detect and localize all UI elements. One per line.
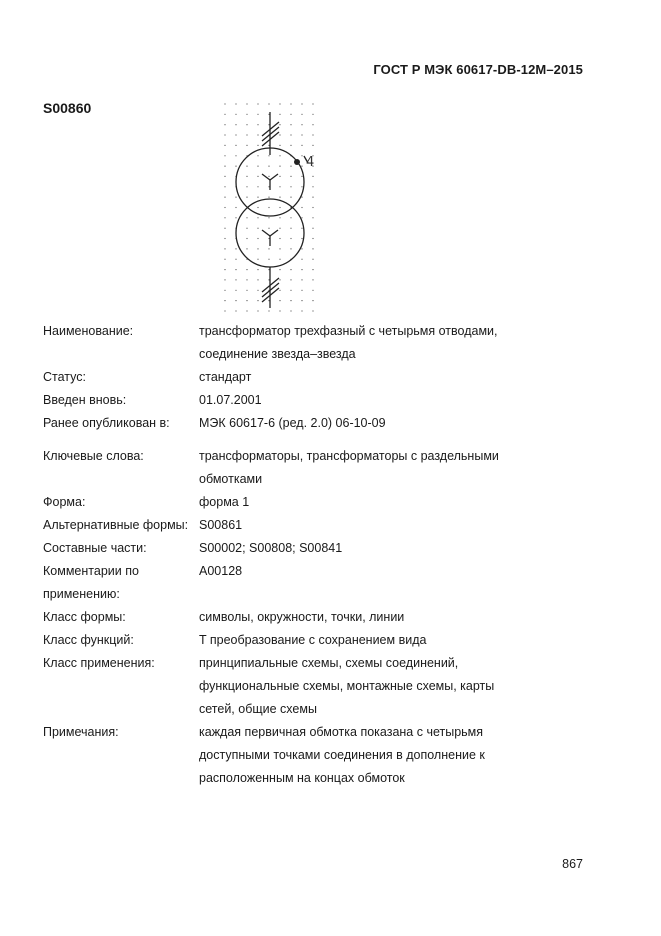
attribute-label: Ранее опубликован в: [43,416,170,430]
attribute-value-line: расположенным на концах обмоток [199,771,405,785]
grid-dot [290,310,291,311]
grid-dot [290,228,291,229]
grid-dot [235,300,236,301]
attribute-label: Альтернативные формы: [43,518,189,532]
grid-dot [268,207,269,208]
grid-dot [301,217,302,218]
attribute-row [43,366,603,389]
grid-dot [257,238,258,239]
grid-dot [224,114,225,115]
attribute-row [43,320,603,366]
grid-dot [246,145,247,146]
grid-dot [290,197,291,198]
attribute-value [199,320,603,366]
grid-dot [257,134,258,135]
grid-dot [224,290,225,291]
grid-dot [301,166,302,167]
attribute-value-line: форма 1 [199,495,250,509]
grid-dot [257,166,258,167]
grid-dot [246,114,247,115]
grid-dot [257,186,258,187]
attribute-value-line: соединение звезда–звезда [199,347,356,361]
attribute-value-line: символы, окружности, точки, линии [199,610,405,624]
grid-dot [301,155,302,156]
grid-dot [301,310,302,311]
secondary-star-icon [262,230,278,246]
grid-dot [246,134,247,135]
grid-dot [312,207,313,208]
grid-dot [235,114,236,115]
grid-dot [235,279,236,280]
grid-dot [301,114,302,115]
grid-dot [224,186,225,187]
grid-dot [224,269,225,270]
grid-dot [301,207,302,208]
grid-dot [257,290,258,291]
grid-dot [301,103,302,104]
grid-dot [268,103,269,104]
tap-terminal-dot [294,159,300,165]
attribute-label: Наименование: [43,324,134,338]
attribute-row [43,537,603,560]
grid-dot [312,269,313,270]
attribute-row [43,560,603,606]
grid-dot [312,186,313,187]
attribute-row [43,629,603,652]
grid-dot [257,207,258,208]
grid-dot [246,186,247,187]
grid-dot [312,145,313,146]
grid-dot [268,197,269,198]
grid-dot [290,269,291,270]
grid-dot [290,248,291,249]
attribute-label: Форма: [43,495,86,509]
attribute-value [199,389,603,412]
attribute-value-line: трансформаторы, трансформаторы с раздельными [199,449,499,463]
attribute-value-line: T преобразование с сохранением вида [199,633,427,647]
grid-dot [279,197,280,198]
transformer-symbol-figure [218,100,328,315]
secondary-winding-circle [236,199,304,267]
grid-dot [246,300,247,301]
attribute-row [43,445,603,491]
grid-dot [224,145,225,146]
grid-dot [279,155,280,156]
grid-dot [290,217,291,218]
grid-dot [290,238,291,239]
grid-dot [279,238,280,239]
grid-dot [301,186,302,187]
grid-dot [279,217,280,218]
grid-dot [312,124,313,125]
grid-dot [268,176,269,177]
attribute-label: Комментарии по применению: [43,564,139,601]
grid-dot [235,269,236,270]
grid-dot [312,197,313,198]
grid-dot [301,176,302,177]
grid-dot [290,290,291,291]
tap-terminal-label: 4 [306,155,315,170]
grid-dot [279,269,280,270]
attribute-value [199,412,603,435]
grid-dot [257,103,258,104]
grid-dot [290,300,291,301]
grid-dot [246,166,247,167]
grid-dot [224,238,225,239]
symbol-code: S00860 [43,100,92,116]
attribute-value-line: A00128 [199,564,243,578]
grid-dot [312,290,313,291]
attribute-label: Класс формы: [43,610,126,624]
grid-dot [257,310,258,311]
grid-dot [224,279,225,280]
attribute-value-line: сетей, общие схемы [199,702,317,716]
grid-dot [290,114,291,115]
grid-dot [246,290,247,291]
grid-dot [312,217,313,218]
grid-dot [312,248,313,249]
grid-dot [235,207,236,208]
grid-dot [224,310,225,311]
grid-dot [312,238,313,239]
grid-dot [279,290,280,291]
grid-dot [235,124,236,125]
grid-dot [301,269,302,270]
attribute-row [43,606,603,629]
grid-dot [301,259,302,260]
attribute-value-line: доступными точками соединения в дополнение к [199,748,485,762]
grid-dot [246,310,247,311]
attribute-value [199,560,603,606]
grid-dot [268,310,269,311]
attribute-row [43,412,603,435]
grid-dot [257,248,258,249]
attribute-label: Введен вновь: [43,393,127,407]
grid-dot [257,228,258,229]
grid-dot [268,217,269,218]
grid-dot [279,228,280,229]
grid-dot [290,103,291,104]
grid-dot [257,145,258,146]
grid-dot [279,259,280,260]
grid-dot [268,155,269,156]
grid-dot [257,155,258,156]
grid-dot [312,300,313,301]
attribute-label: Ключевые слова: [43,449,144,463]
grid-dot [301,124,302,125]
grid-dot [235,217,236,218]
attribute-value [199,491,603,514]
grid-dot [268,259,269,260]
grid-dot [224,300,225,301]
grid-dot [301,228,302,229]
grid-dot [224,134,225,135]
attribute-label: Класс применения: [43,656,155,670]
grid-dot [246,279,247,280]
attribute-value-line: принципиальные схемы, схемы соединений, [199,656,459,670]
attribute-value-line: МЭК 60617-6 (ред. 2.0) 06-10-09 [199,416,386,430]
grid-dot [312,259,313,260]
grid-dot [246,103,247,104]
attribute-value-line: каждая первичная обмотка показана с четырьмя [199,725,484,739]
grid-dot [246,228,247,229]
grid-dot [301,300,302,301]
standard-designation: ГОСТ Р МЭК 60617-DB-12M–2015 [373,62,583,77]
attribute-row [43,514,603,537]
grid-dot [290,166,291,167]
grid-dot [246,217,247,218]
grid-dot [224,228,225,229]
grid-dot [257,269,258,270]
grid-dot [224,176,225,177]
grid-dot [312,279,313,280]
attribute-value [199,629,603,652]
grid-dot [235,134,236,135]
grid-dot [224,207,225,208]
primary-star-icon [262,174,278,190]
grid-dot [290,176,291,177]
attribute-value [199,606,603,629]
grid-dot [246,238,247,239]
attribute-value-line: стандарт [199,370,252,384]
transformer-symbol-drawing [218,100,328,315]
grid-dot [224,155,225,156]
grid-dot [279,176,280,177]
grid-dot [301,145,302,146]
grid-dot [224,248,225,249]
grid-dot [312,114,313,115]
attribute-row [43,721,603,790]
grid-dot [279,207,280,208]
grid-dot [257,300,258,301]
grid-dot [279,310,280,311]
grid-dot [290,186,291,187]
attribute-value-line: S00002; S00808; S00841 [199,541,343,555]
attribute-label: Класс функций: [43,633,134,647]
grid-dot [312,228,313,229]
grid-dot [301,248,302,249]
grid-dot [268,166,269,167]
grid-dot [235,166,236,167]
grid-dot [224,166,225,167]
grid-dot [279,279,280,280]
grid-dot [301,197,302,198]
grid-dot [279,248,280,249]
grid-dot [301,134,302,135]
attribute-label: Статус: [43,370,86,384]
grid-dot [257,114,258,115]
grid-dot [279,103,280,104]
grid-dot [290,134,291,135]
grid-dot [257,197,258,198]
attribute-value-line: 01.07.2001 [199,393,262,407]
grid-dot [279,300,280,301]
grid-dot [290,124,291,125]
attribute-value [199,721,603,790]
grid-dot [290,279,291,280]
grid-dot [224,197,225,198]
grid-dot [235,197,236,198]
attribute-value-line: трансформатор трехфазный с четырьмя отводами, [199,324,498,338]
grid-dot [257,176,258,177]
grid-dot [279,145,280,146]
grid-dot [235,310,236,311]
grid-dot [246,269,247,270]
grid-dot [301,279,302,280]
grid-dot [224,103,225,104]
grid-dot [246,248,247,249]
attribute-value-line: S00861 [199,518,243,532]
grid-dot [279,114,280,115]
grid-dot [279,134,280,135]
grid-dot [279,166,280,167]
grid-dot [224,259,225,260]
grid-dot [235,248,236,249]
grid-dot [246,124,247,125]
grid-dot [235,145,236,146]
attribute-row [43,389,603,412]
attribute-value [199,445,603,491]
grid-dot [312,134,313,135]
grid-dot [224,124,225,125]
attribute-value [199,537,603,560]
grid-dot [235,155,236,156]
attribute-list [43,320,603,790]
grid-dot [257,124,258,125]
attribute-value [199,366,603,389]
grid-dot [257,217,258,218]
attribute-label: Примечания: [43,725,119,739]
grid-dot [257,279,258,280]
grid-dot [257,259,258,260]
grid-dot [301,238,302,239]
grid-dot [312,103,313,104]
grid-dot [312,310,313,311]
grid-dot [235,259,236,260]
grid-dot [279,124,280,125]
attribute-row [43,652,603,721]
grid-dot [246,197,247,198]
grid-dot [224,217,225,218]
page-number: 867 [562,857,583,871]
grid-dot [235,290,236,291]
attribute-value [199,514,603,537]
grid-dot [268,248,269,249]
grid-dot [235,103,236,104]
grid-dot [301,290,302,291]
attribute-row [43,491,603,514]
attribute-label: Составные части: [43,541,147,555]
grid-dot [268,228,269,229]
grid-dot [279,186,280,187]
grid-dot [312,176,313,177]
attribute-value [199,652,603,721]
attribute-value-line: функциональные схемы, монтажные схемы, карты [199,679,495,693]
grid-dot [246,176,247,177]
grid-dot [290,145,291,146]
attribute-value-line: обмотками [199,472,263,486]
